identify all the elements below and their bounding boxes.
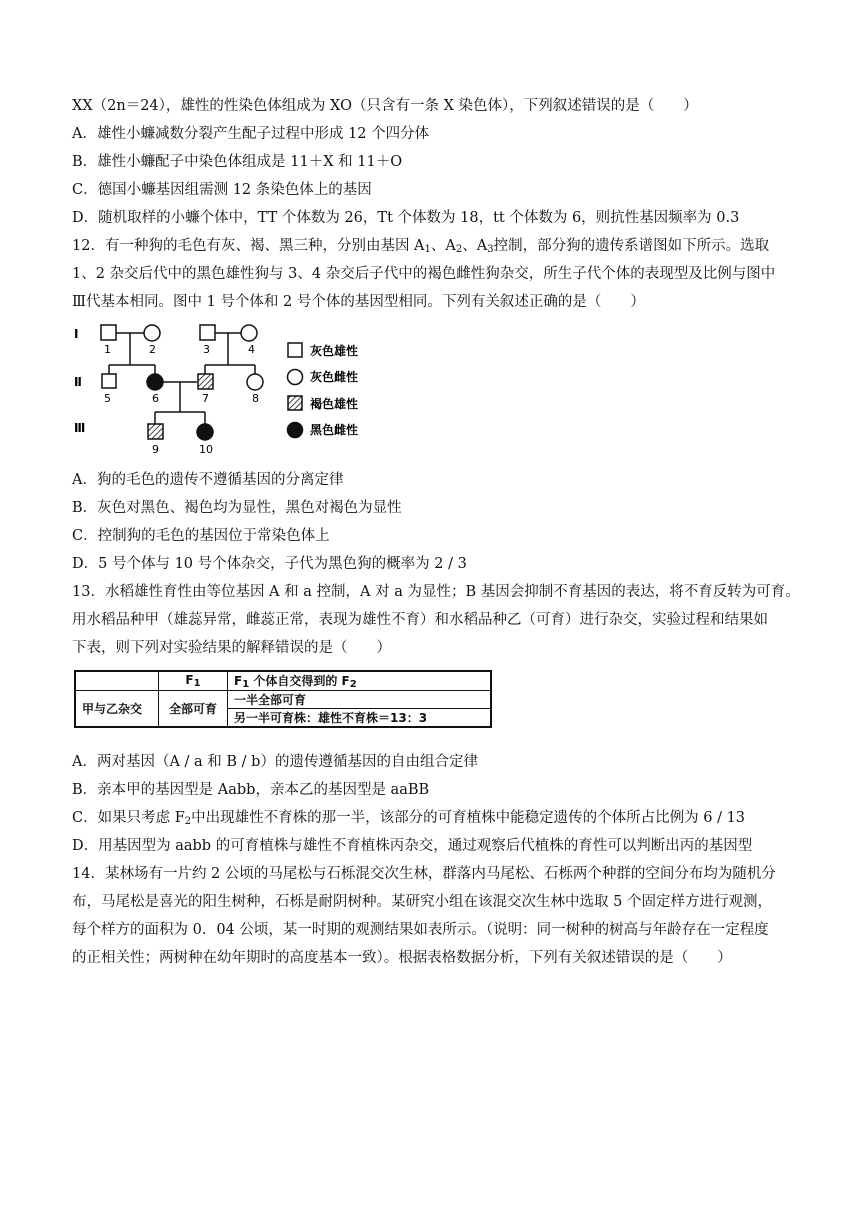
individual-number: 10	[199, 443, 213, 456]
text-line: Ⅲ代基本相同。图中 1 号个体和 2 号个体的基因型相同。下列有关叙述正确的是（ ）	[72, 294, 645, 310]
table-cell: 另一半可育株：雄性不育株＝13：3	[228, 709, 492, 728]
text-line: B．雄性小蠊配子中染色体组成是 11＋X 和 11＋O	[72, 154, 403, 170]
text-line: C．德国小蠊基因组需测 12 条染色体上的基因	[72, 182, 372, 198]
text-line: A．狗的毛色的遗传不遵循基因的分离定律	[72, 472, 344, 488]
individual-7	[198, 374, 213, 389]
table-header-row	[75, 671, 491, 691]
text-line: 14．某林场有一片约 2 公顷的马尾松与石栎混交次生林，群落内马尾松、石栎两个种群的空间分布均为随机分	[72, 866, 776, 882]
individual-1	[101, 325, 116, 340]
table-cell: 全部可育	[159, 691, 228, 728]
legend-label: 灰色雄性	[310, 344, 359, 358]
individual-number: 5	[104, 392, 111, 405]
text-line: B．亲本甲的基因型是 Aabb，亲本乙的基因型是 aaBB	[72, 782, 430, 798]
individual-8	[247, 374, 263, 390]
legend-symbol-black-female	[288, 423, 303, 438]
text-line: A．雄性小蠊减数分裂产生配子过程中形成 12 个四分体	[72, 126, 430, 142]
text-line: XX（2n＝24），雄性的性染色体组成为 XO（只含有一条 X 染色体），下列叙述错误的是（ ）	[72, 98, 698, 114]
legend-label: 黑色雌性	[310, 423, 359, 437]
generation-label: Ⅲ	[74, 421, 86, 435]
text-line: C．控制狗的毛色的基因位于常染色体上	[72, 528, 330, 544]
pedigree-chart	[72, 320, 372, 460]
text-line: B．灰色对黑色、褐色均为显性，黑色对褐色为显性	[72, 500, 402, 516]
individual-number: 8	[252, 392, 259, 405]
legend-label: 灰色雌性	[310, 370, 359, 384]
individual-number: 6	[152, 392, 159, 405]
text-line: 下表，则下列对实验结果的解释错误的是（ ）	[72, 640, 391, 656]
table-cell	[75, 671, 159, 691]
generation-label: Ⅱ	[74, 375, 82, 389]
text-line: D．5 号个体与 10 号个体杂交，子代为黑色狗的概率为 2 / 3	[72, 556, 467, 572]
cross-result-table	[74, 670, 492, 728]
table-row	[75, 691, 491, 709]
table-header-cell: $F_1$	[159, 671, 228, 691]
text-line: D．随机取样的小蠊个体中，TT 个体数为 26，Tt 个体数为 18，tt 个体数为 6，则抗性基因频率为 0.3	[72, 210, 740, 226]
individual-number: 2	[149, 343, 156, 356]
individual-2	[144, 325, 160, 341]
table-row-label: 甲与乙杂交	[75, 691, 159, 728]
individual-6	[147, 374, 163, 390]
text-line: 13．水稻雄性育性由等位基因 A 和 a 控制，A 对 a 为显性；B 基因会抑制不育基因的表达，将不育反转为可育。	[72, 584, 800, 600]
text-line: 的正相关性；两树种在幼年期时的高度基本一致）。根据表格数据分析，下列有关叙述错误的是（ ）	[72, 950, 732, 966]
individual-5	[102, 374, 116, 388]
individual-number: 9	[152, 443, 159, 456]
individual-number: 1	[104, 343, 111, 356]
legend-symbol-gray-male	[288, 343, 302, 357]
table-cell: 一半全部可育	[228, 691, 492, 709]
generation-label: Ⅰ	[74, 327, 79, 341]
text-line: 1、2 杂交后代中的黑色雄性狗与 3、4 杂交后子代中的褐色雌性狗杂交，所生子代个体的表现型及比例与图中	[72, 266, 776, 282]
text-line: C．如果只考虑 $F_2$中出现雄性不育株的那一半，该部分的可育植株中能稳定遗传的个体所占比例为 6 / 13	[72, 810, 746, 827]
legend-symbol-brown-male	[288, 396, 302, 410]
individual-3	[200, 325, 215, 340]
table-header-cell: $F_1$ 个体自交得到的 $F_2$	[228, 671, 492, 691]
individual-10	[197, 424, 213, 440]
legend-symbol-gray-female	[288, 370, 303, 385]
individual-9	[148, 424, 163, 439]
legend-label: 褐色雄性	[310, 397, 359, 411]
individual-number: 4	[248, 343, 255, 356]
individual-4	[241, 325, 257, 341]
text-line: D．用基因型为 aabb 的可育植株与雄性不育植株丙杂交，通过观察后代植株的育性可以判断出丙的基因型	[72, 838, 753, 854]
text-line: 12．有一种狗的毛色有灰、褐、黑三种，分别由基因 $A_1$、$A_2$、$A_3$控制，部分狗的遗传系谱图如下所示。选取	[72, 238, 770, 255]
text-line: 每个样方的面积为 0．04 公顷，某一时期的观测结果如表所示。（说明：同一树种的树高与年龄存在一定程度	[72, 922, 769, 938]
text-line: 布，马尾松是喜光的阳生树种，石栎是耐阴树种。某研究小组在该混交次生林中选取 5 个固定样方进行观测，	[72, 894, 772, 910]
text-line: A．两对基因（A / a 和 B / b）的遗传遵循基因的自由组合定律	[72, 754, 478, 770]
individual-number: 7	[202, 392, 209, 405]
text-line: 用水稻品种甲（雄蕊异常，雌蕊正常，表现为雄性不育）和水稻品种乙（可育）进行杂交，实验过程和结果如	[72, 612, 768, 628]
individual-number: 3	[203, 343, 210, 356]
